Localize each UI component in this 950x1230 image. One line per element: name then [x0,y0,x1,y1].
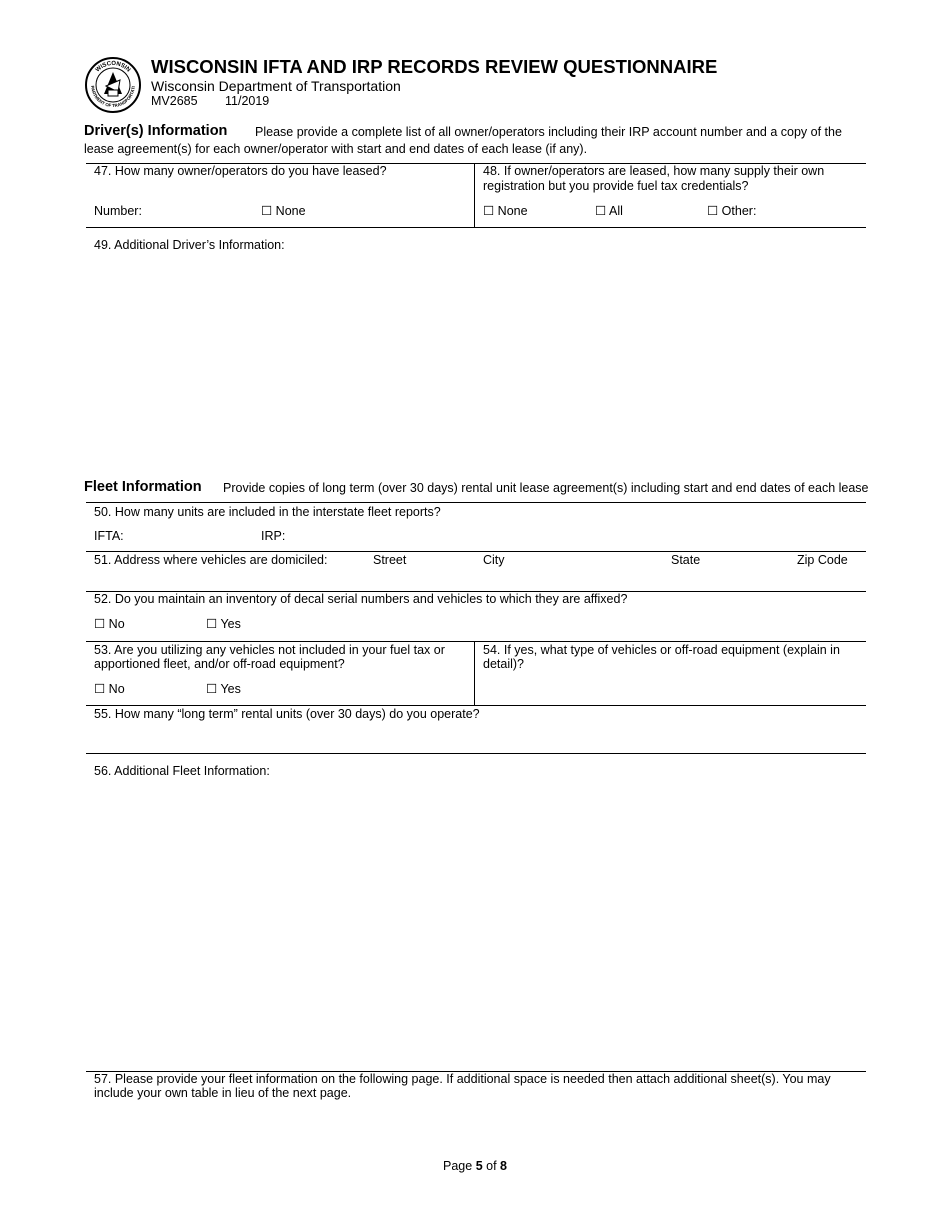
q53-yes-checkbox[interactable]: ☐ Yes [206,682,241,696]
page-number [0,1159,950,1173]
q48-other-checkbox[interactable]: ☐ Other: [707,204,757,218]
q57-label-line2: include your own table in lieu of the next page. [94,1086,352,1100]
q54-label-line2: detail)? [483,657,524,671]
divider [86,551,866,552]
fleet-section-instructions: Provide copies of long term (over 30 days) rental unit lease agreement(s) including start and end dates of each lease [223,481,869,495]
q51-label: 51. Address where vehicles are domiciled: [94,553,328,567]
q48-label-line1: 48. If owner/operators are leased, how many supply their own [483,164,825,178]
column-divider [474,641,475,705]
q48-none-checkbox[interactable]: ☐ None [483,204,528,218]
q47-none-checkbox[interactable]: ☐ None [261,204,306,218]
q50-ifta-label: IFTA: [94,529,124,543]
q51-zip-label: Zip Code [797,553,848,567]
q51-city-label: City [483,553,505,567]
q52-label: 52. Do you maintain an inventory of decal serial numbers and vehicles to which they are affixed? [94,592,628,606]
q53-label-line2: apportioned fleet, and/or off-road equipment? [94,657,345,671]
logo-text-top: WISCONSIN [94,60,132,74]
page-prefix: Page [443,1159,473,1173]
q47-label: 47. How many owner/operators do you have leased? [94,164,387,178]
form-number: MV2685 [151,94,198,108]
q52-yes-checkbox[interactable]: ☐ Yes [206,617,241,631]
page-of: of [486,1159,497,1173]
q52-no-checkbox[interactable]: ☐ No [94,617,125,631]
column-divider [474,163,475,227]
q57-label-line1: 57. Please provide your fleet information on the following page. If additional space is needed then attach additional sheet(s). You may [94,1072,831,1086]
q55-label: 55. How many “long term” rental units (over 30 days) do you operate? [94,707,480,721]
form-date: 11/2019 [225,94,270,108]
driver-section-heading: Driver(s) Information [84,123,228,139]
driver-section-instructions-line2: lease agreement(s) for each owner/operator with start and end dates of each lease (if any). [84,142,588,156]
q48-all-checkbox[interactable]: ☐ All [595,204,623,218]
logo-text-bottom: PARTMENT OF TRANSPORTATI [89,85,136,109]
q48-label-line2: registration but you provide fuel tax credentials? [483,179,749,193]
fleet-section-heading: Fleet Information [84,479,202,495]
page-current: 5 [475,1159,483,1173]
q51-street-label: Street [373,553,407,567]
q50-irp-label: IRP: [261,529,286,543]
divider [86,705,866,706]
q49-label: 49. Additional Driver’s Information: [94,238,285,252]
divider [86,753,866,754]
q53-no-checkbox[interactable]: ☐ No [94,682,125,696]
form-title: WISCONSIN IFTA AND IRP RECORDS REVIEW QUESTIONNAIRE [151,56,718,77]
q56-label: 56. Additional Fleet Information: [94,764,270,778]
svg-text:WISCONSIN [95,61,131,74]
q47-number-label: Number: [94,204,142,218]
divider [86,227,866,228]
driver-section-instructions-line1: Please provide a complete list of all owner/operators including their IRP account number and a copy of the [255,125,842,139]
q54-label-line1: 54. If yes, what type of vehicles or off-road equipment (explain in [483,643,840,657]
q53-label-line1: 53. Are you utilizing any vehicles not included in your fuel tax or [94,643,445,657]
q51-state-label: State [671,553,701,567]
q50-label: 50. How many units are included in the interstate fleet reports? [94,505,441,519]
divider [86,641,866,642]
page-total: 8 [500,1159,507,1173]
wisdot-seal-logo [84,56,142,114]
divider [86,502,866,503]
department-name: Wisconsin Department of Transportation [151,78,401,94]
